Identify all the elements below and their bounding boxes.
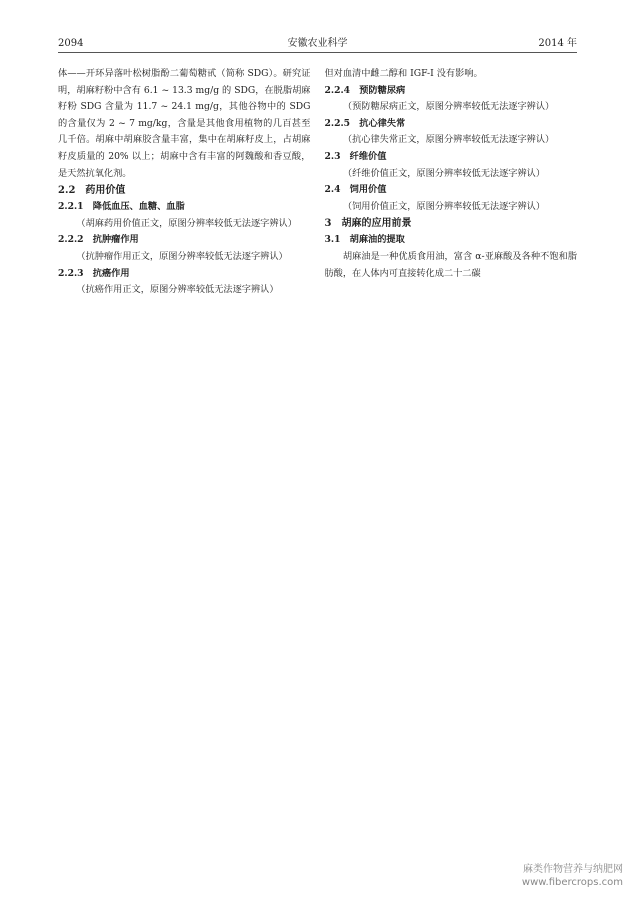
- page-number: 2094: [58, 38, 84, 49]
- section-heading: 3 胡麻的应用前景: [324, 218, 412, 230]
- site-watermark: [522, 863, 623, 889]
- paragraph: （抗心律失常正文，原图分辨率较低无法逐字辨认）: [342, 134, 555, 146]
- subsection-heading: 2.3 纤维价值: [324, 150, 387, 162]
- subsection-heading: 2.2.5 抗心律失常: [324, 117, 406, 129]
- paragraph: （抗癌作用正文，原图分辨率较低无法逐字辨认）: [76, 284, 279, 296]
- subsection-heading: 3.1 胡麻油的提取: [324, 234, 405, 246]
- subsection-heading: 2.2.3 抗癌作用: [58, 267, 130, 279]
- paragraph: 体——开环异落叶松树脂酚二葡萄糖甙（简称 SDG）。研究证明，胡麻籽粉中含有 6.1 ~ 13.3 mg/g 的 SDG，在脱脂胡麻籽粉 SDG 含量为 11.7 ~ 24.1 mg/g，其他谷物中的 SDG 的含量仅为 2 ~ 7 mg/kg，含量是其他食用植物的几百甚至几千倍。胡麻中胡麻胶含量丰富，集中在胡麻籽皮上，占胡麻籽皮质量的 20% 以上；胡麻中含有丰富的阿魏酸和香豆酸，是天然抗氧化剂。: [58, 68, 311, 179]
- paragraph: （纤维价值正文，原图分辨率较低无法逐字辨认）: [342, 167, 546, 179]
- paragraph: （预防糖尿病正文，原图分辨率较低无法逐字辨认）: [342, 101, 555, 113]
- paragraph: （饲用价值正文，原图分辨率较低无法逐字辨认）: [342, 200, 546, 212]
- paragraph: （抗肿瘤作用正文，原图分辨率较低无法逐字辨认）: [76, 250, 288, 262]
- subsection-heading: 2.2.2 抗肿瘤作用: [58, 234, 139, 246]
- right-column: [325, 66, 578, 851]
- subsection-heading: 2.2.1 降低血压、血糖、血脂: [58, 201, 185, 213]
- paragraph: 但对血清中雌二醇和 IGF-I 没有影响。: [324, 68, 483, 79]
- section-heading: 2.2 药用价值: [58, 185, 126, 197]
- watermark-line1: 麻类作物营养与纳肥网: [523, 864, 623, 875]
- year-label: 2014 年: [538, 38, 577, 49]
- subsection-heading: 2.2.4 预防糖尿病: [324, 84, 406, 96]
- left-column: [58, 66, 311, 851]
- paragraph: 胡麻油是一种优质食用油，富含 α-亚麻酸及各种不饱和脂肪酸，在人体内可直接转化成二十二碳: [324, 250, 577, 279]
- article-body: [58, 66, 577, 851]
- watermark-line2: www.fibercrops.com: [521, 877, 623, 888]
- paragraph: （胡麻药用价值正文，原图分辨率较低无法逐字辨认）: [76, 217, 297, 229]
- subsection-heading: 2.4 饲用价值: [324, 184, 387, 196]
- journal-title: 安徽农业科学: [287, 38, 348, 49]
- running-header: [58, 34, 577, 53]
